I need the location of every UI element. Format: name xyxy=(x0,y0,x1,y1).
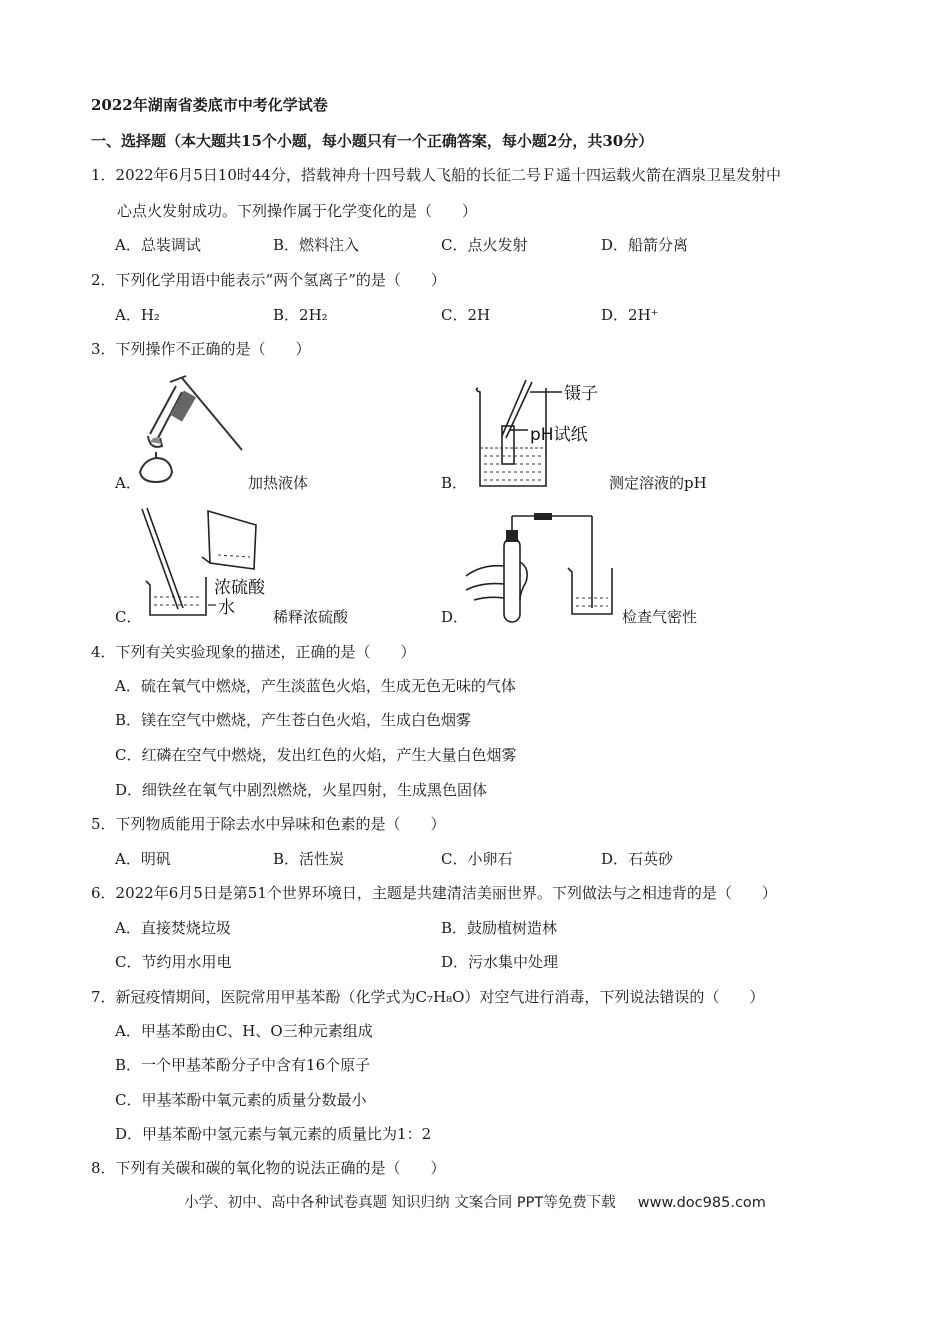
q3-option-d-letter: D． xyxy=(441,608,469,626)
q3-option-a-letter: A． xyxy=(115,474,141,492)
q7-option-d: D．甲基苯酚中氢元素与氧元素的质量比为1：2 xyxy=(115,1125,432,1143)
q3-option-b-letter: B． xyxy=(441,474,468,492)
q3-option-d-caption: 检查气密性 xyxy=(622,608,698,626)
q1-option-a: A．总装调试 xyxy=(115,236,201,254)
q4-option-a: A．硫在氧气中燃烧，产生淡蓝色火焰，生成无色无味的气体 xyxy=(115,677,516,695)
q2-stem: 2．下列化学用语中能表示“两个氢离子”的是（ ） xyxy=(91,271,446,289)
q7-option-a: A．甲基苯酚由C、H、O三种元素组成 xyxy=(115,1022,373,1040)
q7-option-c: C．甲基苯酚中氧元素的质量分数最小 xyxy=(115,1091,367,1109)
q5-stem: 5．下列物质能用于除去水中异味和色素的是（ ） xyxy=(91,815,446,833)
q6-option-c: C．节约用水用电 xyxy=(115,953,232,971)
q5-option-b: B．活性炭 xyxy=(273,850,345,868)
figure-heating-liquid xyxy=(130,372,250,490)
q3-option-c-letter: C． xyxy=(115,608,142,626)
figure-measure-ph xyxy=(464,378,614,493)
page-footer xyxy=(0,1191,950,1212)
q6-option-b: B．鼓励植树造林 xyxy=(441,919,558,937)
q6-stem: 6．2022年6月5日是第51个世界环境日，主题是共建清洁美丽世界。下列做法与之相违背的是（ ） xyxy=(91,884,777,902)
q1-option-b: B．燃料注入 xyxy=(273,236,360,254)
section-heading: 一、选择题（本大题共15个小题，每小题只有一个正确答案，每小题2分，共30分） xyxy=(91,132,654,150)
q8-stem: 8．下列有关碳和碳的氧化物的说法正确的是（ ） xyxy=(91,1159,446,1177)
q4-option-b: B．镁在空气中燃烧，产生苍白色火焰，生成白色烟雾 xyxy=(115,711,472,729)
footer-text: 小学、初中、高中各种试卷真题 知识归纳 文案合同 PPT等免费下载 xyxy=(184,1195,616,1211)
fig-c-label-water: 水 xyxy=(218,598,235,618)
figure-dilute-acid xyxy=(138,505,273,621)
exam-title: 2022年湖南省娄底市中考化学试卷 xyxy=(91,96,328,114)
q2-option-c: C．2H xyxy=(441,306,491,324)
q4-option-d: D．细铁丝在氧气中剧烈燃烧，火星四射，生成黑色固体 xyxy=(115,781,488,799)
q2-option-a: A．H₂ xyxy=(115,306,160,324)
q5-option-c: C．小卵石 xyxy=(441,850,513,868)
footer-url[interactable]: www.doc985.com xyxy=(637,1195,766,1211)
q1-option-c: C．点火发射 xyxy=(441,236,528,254)
q7-stem: 7．新冠疫情期间，医院常用甲基苯酚（化学式为C₇H₈O）对空气进行消毒，下列说法错误的（ ） xyxy=(91,988,765,1006)
q4-stem: 4．下列有关实验现象的描述，正确的是（ ） xyxy=(91,643,416,661)
fig-c-label-acid: 浓硫酸 xyxy=(214,578,265,598)
q5-option-d: D．石英砂 xyxy=(601,850,674,868)
fig-b-label-ph-paper: pH试纸 xyxy=(530,425,588,445)
q3-stem: 3．下列操作不正确的是（ ） xyxy=(91,340,311,358)
q1-option-d: D．船箭分离 xyxy=(601,236,689,254)
q5-option-a: A．明矾 xyxy=(115,850,171,868)
q2-option-b: B．2H₂ xyxy=(273,306,328,324)
q3-option-c-caption: 稀释浓硫酸 xyxy=(273,608,349,626)
q1-stem-line2: 心点火发射成功。下列操作属于化学变化的是（ ） xyxy=(117,202,478,220)
q6-option-d: D．污水集中处理 xyxy=(441,953,559,971)
fig-b-label-tweezers: 镊子 xyxy=(564,384,598,404)
q7-option-b: B．一个甲基苯酚分子中含有16个原子 xyxy=(115,1056,371,1074)
q4-option-c: C．红磷在空气中燃烧，发出红色的火焰，产生大量白色烟雾 xyxy=(115,746,517,764)
figure-check-airtightness xyxy=(464,510,614,626)
q3-option-b-caption: 测定溶液的pH xyxy=(609,474,707,492)
q6-option-a: A．直接焚烧垃圾 xyxy=(115,919,231,937)
q2-option-d: D．2H⁺ xyxy=(601,306,659,324)
q1-stem-line1: 1．2022年6月5日10时44分，搭载神舟十四号载人飞船的长征二号Ｆ遥十四运载火箭在酒泉卫星发射中 xyxy=(91,166,781,184)
q3-option-a-caption: 加热液体 xyxy=(248,474,309,492)
